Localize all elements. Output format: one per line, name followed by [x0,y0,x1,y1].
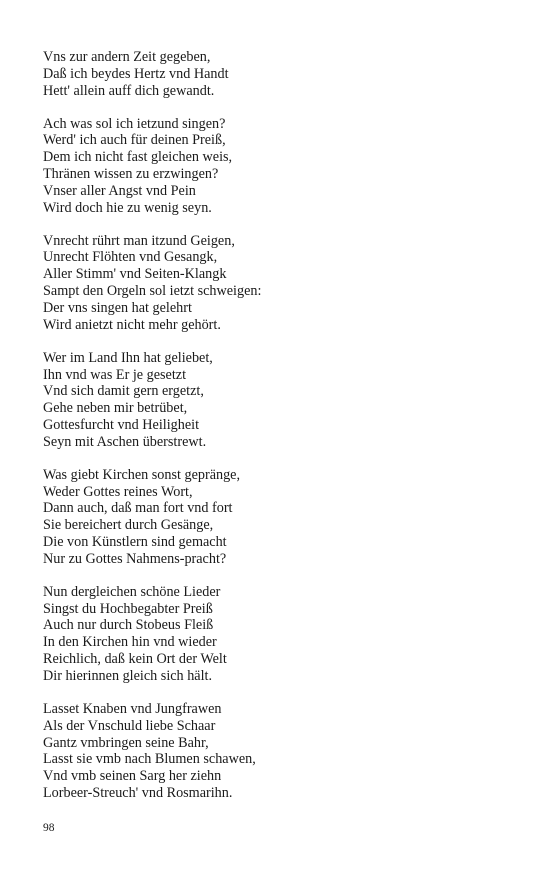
poem-line: Vnrecht rührt man itzund Geigen, [43,232,235,249]
poem-line: Der vns singen hat gelehrt [43,299,192,316]
stanza-4 [43,350,523,451]
poem-line: Singst du Hochbegabter Preiß [43,600,213,617]
poem-text [43,49,523,818]
poem-line: Gottesfurcht vnd Heiligheit [43,417,200,434]
poem-line: Daß ich beydes Hertz vnd Handt [43,65,229,82]
poem-line: Vnser aller Angst vnd Pein [43,182,196,199]
poem-line: Dann auch, daß man fort vnd fort [43,500,233,517]
stanza-7 [43,701,523,802]
poem-line: Vnd sich damit gern ergetzt, [43,383,204,400]
poem-line: Dir hierinnen gleich sich hält. [43,668,213,684]
poem-line: Lasst sie vmb nach Blumen schawen, [43,751,256,768]
poem-line: Lorbeer-Streuch' vnd Rosmarihn. [43,785,233,802]
poem-line: Als der Vnschuld liebe Schaar [43,717,216,734]
poem-line: Auch nur durch Stobeus Fleiß [43,617,214,634]
stanza-1 [43,49,523,100]
poem-line: Unrecht Flöhten vnd Gesangk, [43,249,218,266]
poem-line: Reichlich, daß kein Ort der Welt [43,651,227,668]
poem-line: Seyn mit Aschen überstrewt. [43,433,207,450]
poem-line: Ach was sol ich ietzund singen? [43,115,226,132]
poem-line: Vnd vmb seinen Sarg her ziehn [43,768,222,785]
poem-line: Wird anietzt nicht mehr gehört. [43,316,221,333]
poem-line: Hett' allein auff dich gewandt. [43,82,215,99]
poem-line: Ihn vnd was Er je gesetzt [43,366,187,383]
poem-line: Thränen wissen zu erzwingen? [43,166,219,183]
poem-line: Was giebt Kirchen sonst gepränge, [43,466,241,483]
poem-line: Weder Gottes reines Wort, [43,483,193,500]
poem-line: Nun dergleichen schöne Lieder [43,583,221,600]
poem-line: Aller Stimm' vnd Seiten-Klangk [43,266,227,283]
poem-line: Die von Künstlern sind gemacht [43,534,227,551]
stanza-2 [43,116,523,217]
poem-line: Dem ich nicht fast gleichen weis, [43,149,233,166]
poem-line: Werd' ich auch für deinen Preiß, [43,132,226,149]
poem-line: Sampt den Orgeln sol ietzt schweigen: [43,283,262,300]
stanza-5 [43,467,523,568]
poem-line: Gantz vmbringen seine Bahr, [43,734,209,751]
poem-line: Wer im Land Ihn hat geliebet, [43,349,213,366]
poem-line: Vns zur andern Zeit gegeben, [43,49,211,65]
stanza-3 [43,233,523,334]
page-number: 98 [43,822,55,834]
stanza-6 [43,584,523,685]
poem-line: In den Kirchen hin vnd wieder [43,634,217,651]
poem-line: Lasset Knaben vnd Jungfrawen [43,700,222,717]
poem-line: Nur zu Gottes Nahmens-pracht? [43,550,227,567]
poem-line: Wird doch hie zu wenig seyn. [43,199,212,216]
poem-line: Gehe neben mir betrübet, [43,400,188,417]
poem-line: Sie bereichert durch Gesänge, [43,517,214,534]
